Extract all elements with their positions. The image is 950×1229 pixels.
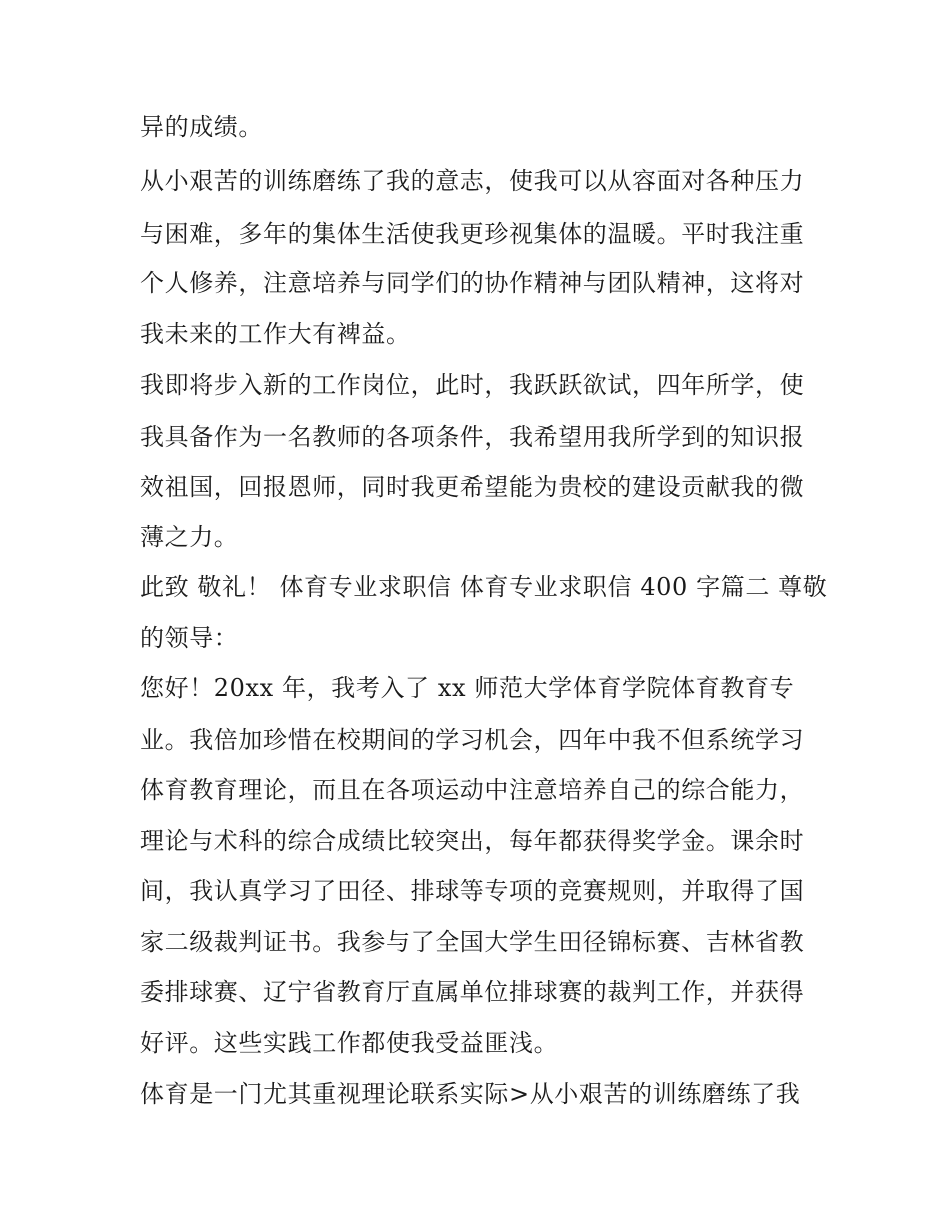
text-line: 我未来的工作大有裨益。	[140, 320, 411, 348]
text-line: 您好！20xx 年，我考入了 xx 师范大学体育学院体育教育专	[140, 674, 795, 702]
text-line: 的领导：	[140, 624, 239, 652]
text-line: 从小艰苦的训练磨练了我的意志，使我可以从容面对各种压力	[140, 167, 805, 195]
text-line: 理论与术科的综合成绩比较突出，每年都获得奖学金。课余时	[140, 827, 805, 855]
text-line: 业。我倍加珍惜在校期间的学习机会，四年中我不但系统学习	[140, 726, 805, 754]
text-line: 与困难，多年的集体生活使我更珍视集体的温暖。平时我注重	[140, 220, 805, 248]
text-line: 个人修养，注意培养与同学们的协作精神与团队精神，这将对	[140, 269, 805, 297]
text-line: 异的成绩。	[140, 113, 263, 141]
text-line: 我具备作为一名教师的各项条件，我希望用我所学到的知识报	[140, 423, 805, 451]
text-line: 好评。这些实践工作都使我受益匪浅。	[140, 1029, 559, 1057]
text-line: 体育教育理论，而且在各项运动中注意培养自己的综合能力，	[140, 776, 805, 804]
text-line: 间，我认真学习了田径、排球等专项的竞赛规则，并取得了国	[140, 877, 805, 905]
text-line: 家二级裁判证书。我参与了全国大学生田径锦标赛、吉林省教	[140, 928, 805, 956]
text-line: 我即将步入新的工作岗位，此时，我跃跃欲试，四年所学，使	[140, 371, 805, 399]
text-line: 效祖国，回报恩师，同时我更希望能为贵校的建设贡献我的微	[140, 473, 805, 501]
text-line: 体育是一门尤其重视理论联系实际>从小艰苦的训练磨练了我	[140, 1080, 801, 1108]
text-line: 委排球赛、辽宁省教育厅直属单位排球赛的裁判工作，并获得	[140, 978, 805, 1006]
text-line: 薄之力。	[140, 523, 239, 551]
text-line: 此致 敬礼！ 体育专业求职信 体育专业求职信 400 字篇二 尊敬	[140, 573, 828, 601]
